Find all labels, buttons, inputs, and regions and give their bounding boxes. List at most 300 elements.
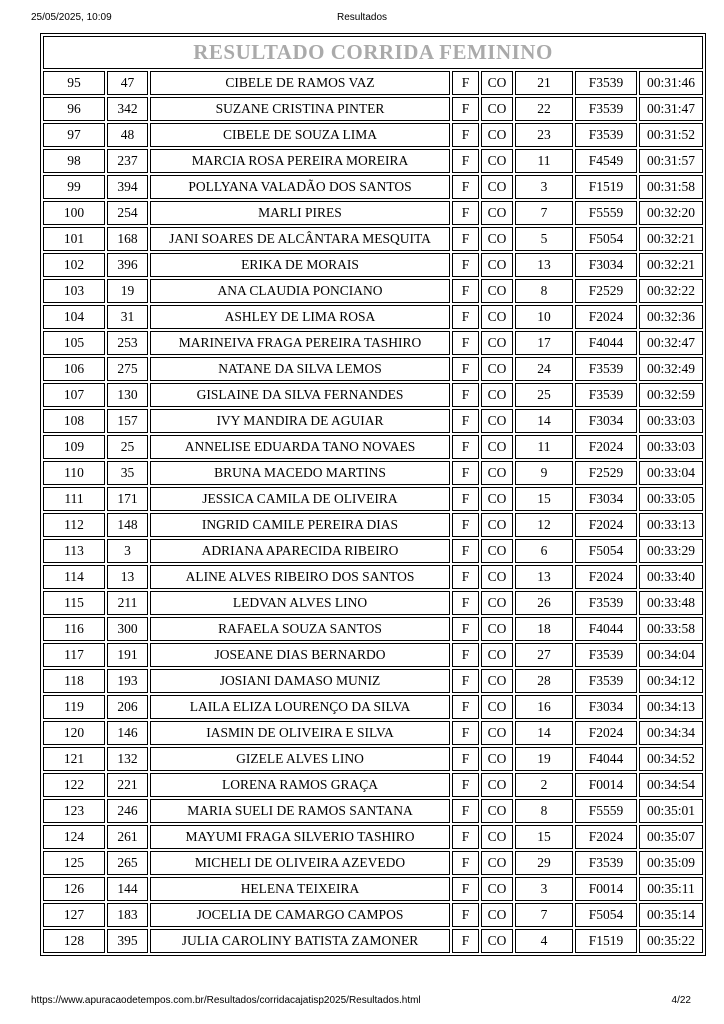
col-name: MARINEIVA FRAGA PEREIRA TASHIRO	[150, 331, 450, 355]
col-race: CO	[481, 123, 513, 147]
col-category: F2024	[575, 513, 637, 537]
col-name: RAFAELA SOUZA SANTOS	[150, 617, 450, 641]
col-bib: 342	[107, 97, 148, 121]
col-category: F1519	[575, 929, 637, 953]
print-footer	[31, 994, 691, 1008]
col-gender: F	[452, 929, 479, 953]
col-category_position: 14	[515, 721, 573, 745]
col-bib: 3	[107, 539, 148, 563]
col-name: POLLYANA VALADÃO DOS SANTOS	[150, 175, 450, 199]
col-category_position: 16	[515, 695, 573, 719]
col-time: 00:32:22	[639, 279, 703, 303]
col-gender: F	[452, 825, 479, 849]
col-gender: F	[452, 71, 479, 95]
table-row	[43, 539, 703, 563]
col-time: 00:31:46	[639, 71, 703, 95]
table-row	[43, 773, 703, 797]
col-category: F4044	[575, 747, 637, 771]
col-category_position: 27	[515, 643, 573, 667]
col-time: 00:33:03	[639, 435, 703, 459]
col-gender: F	[452, 175, 479, 199]
col-bib: 13	[107, 565, 148, 589]
col-gender: F	[452, 331, 479, 355]
col-time: 00:33:03	[639, 409, 703, 433]
col-bib: 261	[107, 825, 148, 849]
col-race: CO	[481, 383, 513, 407]
col-name: JOSEANE DIAS BERNARDO	[150, 643, 450, 667]
col-bib: 132	[107, 747, 148, 771]
col-name: LAILA ELIZA LOURENÇO DA SILVA	[150, 695, 450, 719]
col-position: 106	[43, 357, 105, 381]
col-category_position: 3	[515, 175, 573, 199]
results-table	[40, 33, 706, 956]
col-gender: F	[452, 565, 479, 589]
col-category: F2529	[575, 461, 637, 485]
col-position: 98	[43, 149, 105, 173]
col-category_position: 15	[515, 487, 573, 511]
col-bib: 146	[107, 721, 148, 745]
col-category: F2024	[575, 825, 637, 849]
col-position: 95	[43, 71, 105, 95]
page-indicator: 4/22	[671, 995, 691, 1006]
col-gender: F	[452, 409, 479, 433]
col-category_position: 10	[515, 305, 573, 329]
col-gender: F	[452, 669, 479, 693]
col-name: JULIA CAROLINY BATISTA ZAMONER	[150, 929, 450, 953]
col-category: F3539	[575, 123, 637, 147]
col-race: CO	[481, 695, 513, 719]
col-position: 119	[43, 695, 105, 719]
col-category_position: 2	[515, 773, 573, 797]
col-time: 00:35:01	[639, 799, 703, 823]
col-category: F4044	[575, 617, 637, 641]
col-race: CO	[481, 97, 513, 121]
col-category_position: 14	[515, 409, 573, 433]
col-category: F3539	[575, 669, 637, 693]
col-name: MARIA SUELI DE RAMOS SANTANA	[150, 799, 450, 823]
table-row	[43, 591, 703, 615]
col-gender: F	[452, 695, 479, 719]
col-category: F3539	[575, 71, 637, 95]
col-gender: F	[452, 279, 479, 303]
col-category_position: 9	[515, 461, 573, 485]
col-gender: F	[452, 357, 479, 381]
col-position: 97	[43, 123, 105, 147]
col-time: 00:32:20	[639, 201, 703, 225]
col-category: F3034	[575, 487, 637, 511]
col-bib: 395	[107, 929, 148, 953]
col-position: 121	[43, 747, 105, 771]
col-race: CO	[481, 851, 513, 875]
col-race: CO	[481, 773, 513, 797]
col-category_position: 22	[515, 97, 573, 121]
table-row	[43, 97, 703, 121]
col-category_position: 12	[515, 513, 573, 537]
col-name: CIBELE DE SOUZA LIMA	[150, 123, 450, 147]
col-name: CIBELE DE RAMOS VAZ	[150, 71, 450, 95]
col-gender: F	[452, 539, 479, 563]
col-position: 115	[43, 591, 105, 615]
col-category_position: 18	[515, 617, 573, 641]
col-gender: F	[452, 617, 479, 641]
col-race: CO	[481, 305, 513, 329]
col-bib: 19	[107, 279, 148, 303]
col-position: 109	[43, 435, 105, 459]
col-bib: 47	[107, 71, 148, 95]
col-name: IVY MANDIRA DE AGUIAR	[150, 409, 450, 433]
col-race: CO	[481, 487, 513, 511]
col-race: CO	[481, 617, 513, 641]
table-row	[43, 383, 703, 407]
col-category_position: 8	[515, 279, 573, 303]
col-race: CO	[481, 747, 513, 771]
col-position: 96	[43, 97, 105, 121]
col-race: CO	[481, 877, 513, 901]
col-bib: 48	[107, 123, 148, 147]
table-row	[43, 799, 703, 823]
col-name: JESSICA CAMILA DE OLIVEIRA	[150, 487, 450, 511]
col-bib: 168	[107, 227, 148, 251]
col-bib: 246	[107, 799, 148, 823]
col-gender: F	[452, 201, 479, 225]
col-category_position: 5	[515, 227, 573, 251]
table-row	[43, 279, 703, 303]
table-row	[43, 877, 703, 901]
col-bib: 275	[107, 357, 148, 381]
col-bib: 35	[107, 461, 148, 485]
col-gender: F	[452, 643, 479, 667]
col-name: BRUNA MACEDO MARTINS	[150, 461, 450, 485]
col-bib: 265	[107, 851, 148, 875]
col-position: 117	[43, 643, 105, 667]
col-time: 00:34:13	[639, 695, 703, 719]
col-gender: F	[452, 149, 479, 173]
col-category: F0014	[575, 877, 637, 901]
col-category_position: 24	[515, 357, 573, 381]
col-gender: F	[452, 721, 479, 745]
col-position: 102	[43, 253, 105, 277]
col-time: 00:33:40	[639, 565, 703, 589]
col-time: 00:31:58	[639, 175, 703, 199]
col-category: F4044	[575, 331, 637, 355]
col-gender: F	[452, 773, 479, 797]
col-category_position: 26	[515, 591, 573, 615]
col-category: F3034	[575, 695, 637, 719]
table-row	[43, 851, 703, 875]
col-category: F3539	[575, 383, 637, 407]
col-name: HELENA TEIXEIRA	[150, 877, 450, 901]
col-category_position: 23	[515, 123, 573, 147]
col-race: CO	[481, 279, 513, 303]
col-category_position: 3	[515, 877, 573, 901]
col-race: CO	[481, 201, 513, 225]
col-name: MARLI PIRES	[150, 201, 450, 225]
col-race: CO	[481, 929, 513, 953]
col-category_position: 8	[515, 799, 573, 823]
col-race: CO	[481, 903, 513, 927]
col-position: 118	[43, 669, 105, 693]
col-time: 00:31:52	[639, 123, 703, 147]
col-time: 00:33:05	[639, 487, 703, 511]
col-race: CO	[481, 357, 513, 381]
col-category: F5559	[575, 799, 637, 823]
col-position: 122	[43, 773, 105, 797]
source-url: https://www.apuracaodetempos.com.br/Resultados/corridacajatisp2025/Resultados.html	[31, 995, 421, 1006]
col-name: MARCIA ROSA PEREIRA MOREIRA	[150, 149, 450, 173]
table-title: RESULTADO CORRIDA FEMININO	[43, 36, 703, 69]
col-name: ERIKA DE MORAIS	[150, 253, 450, 277]
col-category_position: 6	[515, 539, 573, 563]
table-row	[43, 357, 703, 381]
table-row	[43, 305, 703, 329]
col-name: ANNELISE EDUARDA TANO NOVAES	[150, 435, 450, 459]
col-category_position: 17	[515, 331, 573, 355]
col-gender: F	[452, 97, 479, 121]
col-category: F3539	[575, 97, 637, 121]
col-position: 114	[43, 565, 105, 589]
col-category: F2024	[575, 721, 637, 745]
col-time: 00:34:34	[639, 721, 703, 745]
table-row	[43, 669, 703, 693]
table-row	[43, 825, 703, 849]
col-race: CO	[481, 227, 513, 251]
col-bib: 130	[107, 383, 148, 407]
table-row	[43, 331, 703, 355]
col-time: 00:31:57	[639, 149, 703, 173]
col-category: F3034	[575, 253, 637, 277]
col-position: 99	[43, 175, 105, 199]
col-gender: F	[452, 513, 479, 537]
col-category: F5054	[575, 227, 637, 251]
col-bib: 144	[107, 877, 148, 901]
col-gender: F	[452, 851, 479, 875]
col-time: 00:35:22	[639, 929, 703, 953]
col-time: 00:33:13	[639, 513, 703, 537]
col-position: 101	[43, 227, 105, 251]
col-name: MICHELI DE OLIVEIRA AZEVEDO	[150, 851, 450, 875]
col-name: SUZANE CRISTINA PINTER	[150, 97, 450, 121]
col-category_position: 21	[515, 71, 573, 95]
col-position: 105	[43, 331, 105, 355]
table-row	[43, 149, 703, 173]
col-bib: 31	[107, 305, 148, 329]
col-race: CO	[481, 331, 513, 355]
col-bib: 191	[107, 643, 148, 667]
col-category_position: 7	[515, 201, 573, 225]
col-category: F2024	[575, 435, 637, 459]
col-name: LEDVAN ALVES LINO	[150, 591, 450, 615]
col-category: F3539	[575, 851, 637, 875]
col-category_position: 11	[515, 149, 573, 173]
col-time: 00:32:21	[639, 227, 703, 251]
col-bib: 206	[107, 695, 148, 719]
col-race: CO	[481, 149, 513, 173]
col-race: CO	[481, 71, 513, 95]
table-row	[43, 435, 703, 459]
col-name: JANI SOARES DE ALCÂNTARA MESQUITA	[150, 227, 450, 251]
col-race: CO	[481, 591, 513, 615]
col-bib: 148	[107, 513, 148, 537]
col-bib: 396	[107, 253, 148, 277]
col-category: F0014	[575, 773, 637, 797]
col-time: 00:31:47	[639, 97, 703, 121]
col-race: CO	[481, 539, 513, 563]
col-bib: 171	[107, 487, 148, 511]
col-gender: F	[452, 383, 479, 407]
col-time: 00:35:11	[639, 877, 703, 901]
col-race: CO	[481, 643, 513, 667]
col-gender: F	[452, 903, 479, 927]
col-position: 123	[43, 799, 105, 823]
col-race: CO	[481, 565, 513, 589]
table-row	[43, 175, 703, 199]
col-time: 00:34:52	[639, 747, 703, 771]
col-category: F5054	[575, 903, 637, 927]
table-title-row	[43, 36, 703, 69]
results-table-body	[43, 36, 703, 953]
col-race: CO	[481, 461, 513, 485]
col-position: 125	[43, 851, 105, 875]
col-category_position: 13	[515, 565, 573, 589]
col-category_position: 28	[515, 669, 573, 693]
col-category_position: 4	[515, 929, 573, 953]
col-position: 111	[43, 487, 105, 511]
col-category: F5054	[575, 539, 637, 563]
table-row	[43, 201, 703, 225]
table-row	[43, 513, 703, 537]
col-name: LORENA RAMOS GRAÇA	[150, 773, 450, 797]
col-time: 00:34:54	[639, 773, 703, 797]
col-race: CO	[481, 721, 513, 745]
table-row	[43, 253, 703, 277]
table-row	[43, 617, 703, 641]
col-category: F3539	[575, 357, 637, 381]
col-category_position: 7	[515, 903, 573, 927]
col-race: CO	[481, 253, 513, 277]
col-category_position: 15	[515, 825, 573, 849]
col-race: CO	[481, 513, 513, 537]
col-category_position: 25	[515, 383, 573, 407]
col-category: F2529	[575, 279, 637, 303]
col-bib: 300	[107, 617, 148, 641]
col-category_position: 29	[515, 851, 573, 875]
col-category: F3539	[575, 591, 637, 615]
col-category: F4549	[575, 149, 637, 173]
col-gender: F	[452, 799, 479, 823]
col-gender: F	[452, 123, 479, 147]
col-category: F2024	[575, 305, 637, 329]
table-row	[43, 929, 703, 953]
table-row	[43, 71, 703, 95]
col-position: 112	[43, 513, 105, 537]
col-position: 107	[43, 383, 105, 407]
col-race: CO	[481, 409, 513, 433]
col-position: 116	[43, 617, 105, 641]
col-race: CO	[481, 825, 513, 849]
col-category: F5559	[575, 201, 637, 225]
col-race: CO	[481, 799, 513, 823]
col-name: JOSIANI DAMASO MUNIZ	[150, 669, 450, 693]
col-gender: F	[452, 877, 479, 901]
col-gender: F	[452, 227, 479, 251]
table-row	[43, 409, 703, 433]
col-bib: 25	[107, 435, 148, 459]
col-time: 00:33:58	[639, 617, 703, 641]
col-time: 00:34:12	[639, 669, 703, 693]
col-gender: F	[452, 591, 479, 615]
col-time: 00:33:29	[639, 539, 703, 563]
col-time: 00:35:09	[639, 851, 703, 875]
print-header	[31, 11, 693, 25]
col-name: ADRIANA APARECIDA RIBEIRO	[150, 539, 450, 563]
col-name: ANA CLAUDIA PONCIANO	[150, 279, 450, 303]
col-position: 128	[43, 929, 105, 953]
col-name: ALINE ALVES RIBEIRO DOS SANTOS	[150, 565, 450, 589]
table-row	[43, 565, 703, 589]
table-row	[43, 747, 703, 771]
col-time: 00:33:48	[639, 591, 703, 615]
table-row	[43, 227, 703, 251]
col-name: MAYUMI FRAGA SILVERIO TASHIRO	[150, 825, 450, 849]
col-bib: 183	[107, 903, 148, 927]
col-name: JOCELIA DE CAMARGO CAMPOS	[150, 903, 450, 927]
col-time: 00:33:04	[639, 461, 703, 485]
col-race: CO	[481, 669, 513, 693]
col-name: GIZELE ALVES LINO	[150, 747, 450, 771]
document-title: Resultados	[336, 12, 388, 23]
col-time: 00:32:47	[639, 331, 703, 355]
print-datetime: 25/05/2025, 10:09	[31, 12, 112, 23]
col-category: F3034	[575, 409, 637, 433]
col-name: ASHLEY DE LIMA ROSA	[150, 305, 450, 329]
col-name: NATANE DA SILVA LEMOS	[150, 357, 450, 381]
table-row	[43, 487, 703, 511]
results-section	[40, 33, 706, 956]
col-position: 120	[43, 721, 105, 745]
col-category_position: 11	[515, 435, 573, 459]
col-time: 00:32:49	[639, 357, 703, 381]
col-name: GISLAINE DA SILVA FERNANDES	[150, 383, 450, 407]
col-position: 104	[43, 305, 105, 329]
table-row	[43, 721, 703, 745]
col-category: F3539	[575, 643, 637, 667]
table-row	[43, 903, 703, 927]
col-category: F1519	[575, 175, 637, 199]
col-gender: F	[452, 487, 479, 511]
table-row	[43, 695, 703, 719]
col-time: 00:35:14	[639, 903, 703, 927]
col-bib: 211	[107, 591, 148, 615]
col-position: 113	[43, 539, 105, 563]
col-position: 108	[43, 409, 105, 433]
col-position: 126	[43, 877, 105, 901]
table-row	[43, 123, 703, 147]
col-bib: 394	[107, 175, 148, 199]
col-gender: F	[452, 435, 479, 459]
col-category_position: 13	[515, 253, 573, 277]
col-position: 100	[43, 201, 105, 225]
table-row	[43, 461, 703, 485]
table-row	[43, 643, 703, 667]
col-race: CO	[481, 435, 513, 459]
col-bib: 221	[107, 773, 148, 797]
col-category_position: 19	[515, 747, 573, 771]
col-gender: F	[452, 747, 479, 771]
col-bib: 254	[107, 201, 148, 225]
col-time: 00:32:36	[639, 305, 703, 329]
col-time: 00:34:04	[639, 643, 703, 667]
col-position: 103	[43, 279, 105, 303]
